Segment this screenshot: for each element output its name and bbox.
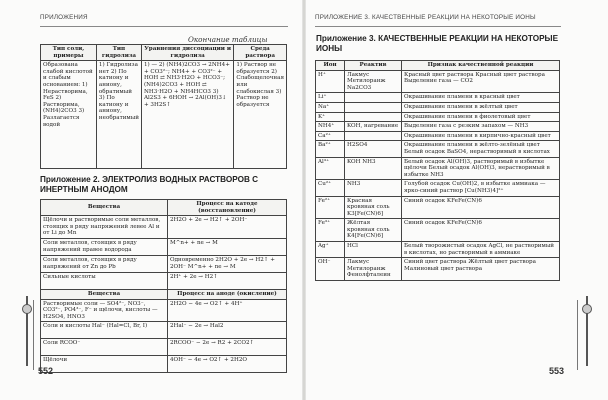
col-header-substances-2: Вещества [41,289,168,299]
table-cell [345,102,402,112]
col-header-anode: Процесс на аноде (окисление) [168,289,287,299]
table-cell: Выделение газа с резким запахом — NH3 [402,122,560,132]
table-cell: Fe³⁺ [316,219,345,242]
table-cell: Одновременно 2H2O + 2e → H2↑ + 2OH⁻ M^n+ + ne → M [168,255,287,272]
table-cell: Лакмус Метилоранж Na2CO3 [345,70,402,93]
table-cell: Соли металлов, стоящих в ряду напряжений от Zn до Pb [41,255,168,272]
table-row [316,196,560,219]
salt-hydrolysis-table [40,44,287,169]
col-header-reagent: Реактив [345,61,402,71]
table-row [316,141,560,157]
table-cell: Li⁺ [316,93,345,103]
table-cell: NH4⁺ [316,122,345,132]
table-row [41,299,287,322]
table-cell: Cu²⁺ [316,180,345,196]
left-page [0,0,303,400]
table-row [316,93,560,103]
table-cell: 2RCOO⁻ − 2e → R2 + 2CO2↑ [168,339,287,356]
table-cell: NH3 [345,180,402,196]
table-cell [345,93,402,103]
table-cell: 1) Гидролиза нет 2) По катиону и аниону, обратимый 3) По катиону и аниону, необратимый [96,61,141,169]
table-cell: Окрашивание пламени в красный цвет [402,93,560,103]
page-number-left: 552 [38,366,54,376]
table-cell: M^n+ + ne → M [168,238,287,255]
table-row [41,339,287,356]
table-cell: Образована слабой кислотой и слабым основанием: 1) Нерастворима, FeS 2) Растворима, (NH4)2CO3 3) Разлагается водой [41,61,97,169]
table-row [316,180,560,196]
table-cell: HCl [345,242,402,258]
table-cell: Окрашивание пламени в кирпично-красный цвет [402,131,560,141]
table-row [316,122,560,132]
table-cell: Голубой осадок Cu(OH)2, в избытке аммиака — ярко-синий раствор [Cu(NH3)4]²⁺ [402,180,560,196]
edge-rule-left [33,300,34,370]
table-cell: KOH NH3 [345,157,402,180]
table-cell: H2SO4 [345,141,402,157]
table-row [41,255,287,272]
electrolysis-table [40,199,287,373]
table-cell: Синий осадок KFeFe(CN)6 [402,219,560,242]
table-row [316,242,560,258]
table-cell: H⁺ [316,70,345,93]
table-cell: Соли металлов, стоящих в ряду напряжений правее водорода [41,238,168,255]
table-cell: 2Hal⁻ − 2e → Hal2 [168,322,287,339]
table-cell: Белый осадок Al(OH)3, растворимый в избытке щёлочи Белый осадок Al(OH)3, нерастворимый в избытке NH3 [402,157,560,180]
table-cell: Лакмус Метилоранж Фенолфталеин [345,258,402,281]
table-row [316,102,560,112]
table-cell: K⁺ [316,112,345,122]
table-cell: Окрашивание пламени в жёлтый цвет [402,102,560,112]
table-row [316,131,560,141]
table-cell: Синий цвет раствора Жёлтый цвет раствора Малиновый цвет раствора [402,258,560,281]
table-cell: Al³⁺ [316,157,345,180]
table-row [41,272,287,289]
col-header-hydrolysis-type: Тип гидролиза [96,45,141,61]
section-title-qualitative-reactions: Приложение 3. КАЧЕСТВЕННЫЕ РЕАКЦИИ НА НЕКОТОРЫЕ ИОНЫ [316,34,559,53]
table-row [41,322,287,339]
col-header-ion: Ион [316,61,345,71]
table-cell: Na⁺ [316,102,345,112]
table-cell: Окрашивание пламени в жёлто-зелёный цвет Белый осадок BaSO4, нерастворимый в кислотах [402,141,560,157]
col-header-equations: Уравнения диссоциации и гидролиза [141,45,233,61]
table-cell: Красная кровяная соль K3[Fe(CN)6] [345,196,402,219]
table-cell: Ca²⁺ [316,131,345,141]
table-cell: Окрашивание пламени в фиолетовый цвет [402,112,560,122]
ornament-left [22,296,32,366]
table-cell: Синий осадок KFeFe(CN)6 [402,196,560,219]
table-cell: Жёлтая кровяная соль K4[Fe(CN)6] [345,219,402,242]
table-cell: Ag⁺ [316,242,345,258]
table-cell [345,131,402,141]
section-title-electrolysis: Приложение 2. ЭЛЕКТРОЛИЗ ВОДНЫХ РАСТВОРОВ С ИНЕРТНЫМ АНОДОМ [40,175,259,194]
table-row [41,356,287,373]
table-cell: Растворимые соли — SO4²⁻, NO3⁻, CO3²⁻, PO4³⁻, F⁻ и щёлочи, кислоты — H2SO4, HNO3 [41,299,168,322]
table-row [316,112,560,122]
table-row [41,61,287,169]
table-row [41,238,287,255]
table-cell: Ba²⁺ [316,141,345,157]
table-row [316,70,560,93]
table-cell: 2H2O + 2e → H2↑ + 2OH⁻ [168,216,287,239]
table-cell: 2H2O − 4e → O2↑ + 4H⁺ [168,299,287,322]
table-row [41,216,287,239]
col-header-salt-type: Тип соли, примеры [41,45,97,61]
running-head-left: ПРИЛОЖЕНИЯ [40,14,288,27]
page-number-right: 553 [549,366,565,376]
table-cell: Fe²⁺ [316,196,345,219]
col-header-substances: Вещества [41,200,168,216]
ornament-right [582,296,592,366]
table-cell [345,112,402,122]
table-row [316,157,560,180]
table-row [316,219,560,242]
table-cell: Соли RCOO⁻ [41,339,168,356]
col-header-medium: Среда раствора [234,45,287,61]
qualitative-reactions-table [315,60,560,281]
table-cell: Щёлочи [41,356,168,373]
table-cell: 4OH⁻ − 4e → O2↑ + 2H2O [168,356,287,373]
table-cell: Белый творожистый осадок AgCl, не растворимый в кислотах, но растворимый в аммиаке [402,242,560,258]
running-head-right: ПРИЛОЖЕНИЕ 3. КАЧЕСТВЕННЫЕ РЕАКЦИИ НА НЕКОТОРЫЕ ИОНЫ [315,14,561,27]
table-row [316,258,560,281]
table-cell: 1) Раствор не образуется 2) Слабощелочная или слабокислая 3) Раствор не образуется [234,61,287,169]
table-cell: Красный цвет раствора Красный цвет раствора Выделение газа — CO2 [402,70,560,93]
table-cell: Щёлочи и растворимые соли металлов, стоящих в ряду напряжений левее Al и от Li до Mn [41,216,168,239]
table-cell: 2H⁺ + 2e → H2↑ [168,272,287,289]
col-header-sign: Признак качественной реакции [402,61,560,71]
table-cell: 1) — 2) (NH4)2CO3 → 2NH4+ + CO3²⁻; NH4+ + CO3²⁻ + HOH ⇄ NH3·H2O + HCO3⁻; (NH4)2CO3 + HOH ⇄ NH3·H2O + NH4HCO3 3) Al2S3 + 6HOH → 2Al(OH)3↓ + 3H2S↑ [141,61,233,169]
continuation-note: Окончание таблицы [188,35,268,44]
table-cell: Соли и кислоты Hal⁻ (Hal=Cl, Br, I) [41,322,168,339]
edge-rule-right [577,300,578,370]
table-cell: Сильные кислоты [41,272,168,289]
col-header-cathode: Процесс на катоде (восстановление) [168,200,287,216]
table-cell: KOH, нагревание [345,122,402,132]
table-cell: OH⁻ [316,258,345,281]
